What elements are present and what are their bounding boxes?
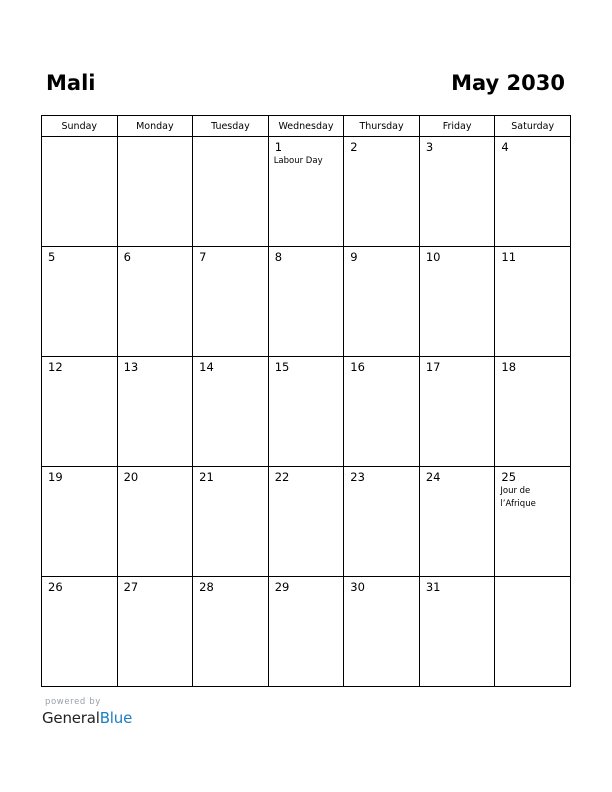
day-number: 5 bbox=[48, 250, 56, 264]
day-cell bbox=[42, 577, 118, 687]
day-number bbox=[495, 577, 570, 581]
day-cell bbox=[344, 357, 420, 467]
brand-general: General bbox=[42, 709, 100, 727]
week-row bbox=[42, 357, 571, 467]
weekday-tuesday: Tuesday bbox=[193, 116, 269, 137]
week-row bbox=[42, 247, 571, 357]
week-row bbox=[42, 577, 571, 687]
day-cell bbox=[344, 577, 420, 687]
day-cell bbox=[419, 247, 495, 357]
day-cell bbox=[193, 577, 269, 687]
day-number: 4 bbox=[501, 140, 509, 154]
day-cell bbox=[419, 137, 495, 247]
day-cell bbox=[268, 137, 344, 247]
day-cell bbox=[117, 137, 193, 247]
holiday-label: Labour Day bbox=[273, 156, 323, 166]
day-number bbox=[193, 137, 268, 141]
day-cell bbox=[42, 247, 118, 357]
month-year-title: May 2030 bbox=[451, 71, 565, 95]
day-number: 9 bbox=[350, 250, 358, 264]
day-number: 1 bbox=[274, 140, 283, 154]
country-title: Mali bbox=[46, 71, 96, 95]
day-number: 17 bbox=[425, 360, 441, 374]
day-cell bbox=[268, 577, 344, 687]
week-row bbox=[42, 467, 571, 577]
day-number: 11 bbox=[501, 250, 517, 264]
day-number: 13 bbox=[123, 360, 139, 374]
day-cell bbox=[419, 357, 495, 467]
day-cell bbox=[117, 467, 193, 577]
day-cell bbox=[344, 467, 420, 577]
powered-by-label: powered by bbox=[45, 697, 101, 707]
day-number: 30 bbox=[350, 580, 365, 594]
day-number bbox=[42, 137, 117, 141]
weekday-wednesday: Wednesday bbox=[268, 116, 344, 137]
day-cell bbox=[117, 247, 193, 357]
day-cell bbox=[268, 467, 344, 577]
weekday-saturday: Saturday bbox=[495, 116, 571, 137]
day-number: 3 bbox=[425, 140, 434, 154]
day-cell bbox=[495, 467, 571, 577]
day-cell bbox=[419, 577, 495, 687]
day-cell bbox=[42, 357, 118, 467]
day-cell bbox=[495, 137, 571, 247]
day-number: 22 bbox=[274, 470, 290, 484]
day-number: 8 bbox=[274, 250, 283, 264]
day-number: 24 bbox=[425, 470, 441, 484]
day-number: 10 bbox=[425, 250, 441, 264]
day-cell bbox=[117, 577, 193, 687]
calendar-grid bbox=[41, 115, 571, 687]
day-number: 7 bbox=[199, 250, 207, 264]
day-number: 19 bbox=[48, 470, 63, 484]
day-cell bbox=[344, 137, 420, 247]
day-number: 15 bbox=[274, 360, 290, 374]
day-number: 31 bbox=[425, 580, 441, 594]
day-number: 23 bbox=[350, 470, 365, 484]
day-number: 25 bbox=[501, 470, 517, 484]
weekday-friday: Friday bbox=[419, 116, 495, 137]
day-cell bbox=[193, 137, 269, 247]
day-cell bbox=[495, 247, 571, 357]
day-number: 28 bbox=[199, 580, 214, 594]
day-cell bbox=[344, 247, 420, 357]
day-cell bbox=[193, 357, 269, 467]
weekday-sunday: Sunday bbox=[42, 116, 118, 137]
day-number: 20 bbox=[123, 470, 139, 484]
day-cell bbox=[419, 467, 495, 577]
day-cell bbox=[268, 247, 344, 357]
day-number: 18 bbox=[501, 360, 517, 374]
day-number: 26 bbox=[48, 580, 63, 594]
day-number: 12 bbox=[48, 360, 63, 374]
holiday-label: Jour de l’Afrique bbox=[500, 486, 536, 509]
day-number bbox=[118, 137, 193, 141]
day-number: 16 bbox=[350, 360, 365, 374]
weekday-header-row bbox=[42, 116, 571, 137]
day-number: 6 bbox=[123, 250, 131, 264]
day-cell bbox=[193, 247, 269, 357]
weekday-thursday: Thursday bbox=[344, 116, 420, 137]
day-number: 2 bbox=[350, 140, 358, 154]
day-cell bbox=[495, 357, 571, 467]
brand-blue: Blue bbox=[99, 709, 133, 727]
day-cell bbox=[268, 357, 344, 467]
day-cell bbox=[495, 577, 571, 687]
day-cell bbox=[42, 467, 118, 577]
generalblue-logo[interactable] bbox=[42, 708, 132, 728]
day-number: 27 bbox=[123, 580, 139, 594]
day-cell bbox=[42, 137, 118, 247]
week-row bbox=[42, 137, 571, 247]
day-cell bbox=[117, 357, 193, 467]
day-number: 21 bbox=[199, 470, 214, 484]
weekday-monday: Monday bbox=[117, 116, 193, 137]
day-cell bbox=[193, 467, 269, 577]
day-number: 29 bbox=[274, 580, 290, 594]
day-number: 14 bbox=[199, 360, 214, 374]
